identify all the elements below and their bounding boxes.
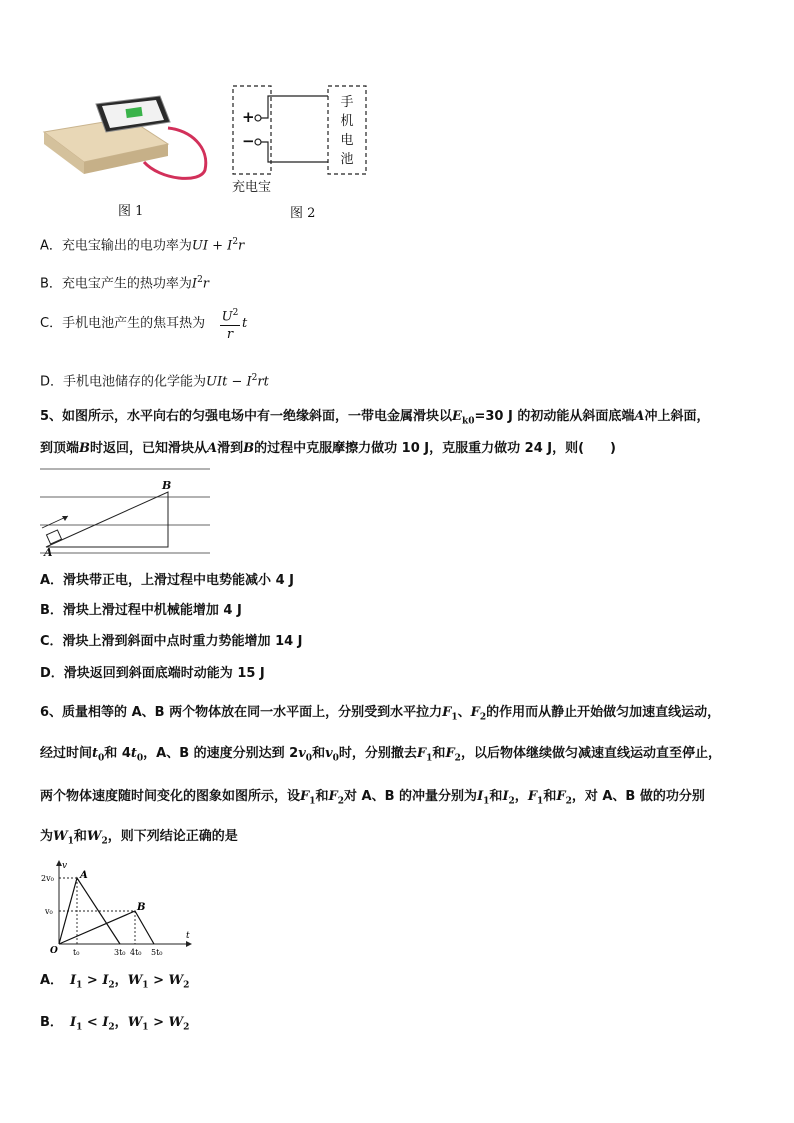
q4-option-d — [40, 368, 269, 392]
figure-2-caption: 图 2 — [290, 206, 316, 221]
q6-opt-sub: 2 — [108, 1022, 115, 1033]
q4-c-denominator: r — [226, 327, 234, 343]
graph-x-t0: t₀ — [73, 948, 80, 957]
q6-opt-sub: 1 — [142, 1022, 149, 1033]
q4-c-numerator — [220, 305, 240, 326]
q6-opt-w1: W — [127, 1015, 143, 1030]
q6-t0-sub: 0 — [98, 753, 105, 764]
q5-text: 5、如图所示，水平向右的匀强电场中有一绝缘斜面，一带电金属滑块以 — [40, 409, 453, 424]
q6-f1: F — [416, 746, 427, 761]
q6-opt-sub: 1 — [142, 980, 149, 991]
q4-c-t: t — [242, 316, 248, 331]
q5-point-a: A — [207, 441, 218, 456]
q5-text: 到顶端 — [40, 441, 80, 456]
q6-f2: F — [470, 705, 480, 720]
q6-opt-sub: 1 — [76, 1022, 83, 1033]
q5-text: =30 J 的初动能从斜面底端 — [474, 409, 635, 424]
q4-d-uit: UIt — [206, 374, 228, 390]
q6-f1-sub: 1 — [537, 796, 544, 807]
q6-f2-sub: 2 — [479, 712, 487, 723]
q6-text: 两个物体速度随时间变化的图象如图所示，设 — [40, 789, 301, 804]
q6-text: 经过时间 — [40, 746, 93, 761]
q6-f1: F — [527, 789, 538, 804]
q6-f2: F — [328, 789, 338, 804]
graph-t-axis-label: t — [186, 931, 190, 941]
q6-f2: F — [556, 789, 566, 804]
q6-text: 6、质量相等的 A、B 两个物体放在同一水平面上，分别受到水平拉力 — [40, 705, 443, 720]
q6-w2-sub: 2 — [101, 836, 108, 847]
q5-option-b: B．滑块上滑过程中机械能增加 4 J — [40, 603, 242, 618]
q6-w1-sub: 1 — [67, 836, 74, 847]
graph-y-2v0: 2v₀ — [41, 874, 54, 883]
q4-c-text: C．手机电池产生的焦耳热为 — [40, 316, 206, 331]
q5-point-b: B — [243, 441, 255, 456]
graph-origin-label: O — [50, 946, 58, 956]
q6-text: 和 — [315, 789, 329, 804]
q4-b-i: I — [191, 276, 198, 292]
phone-battery-char: 池 — [340, 152, 354, 167]
q4-a-text: A．充电宝输出的电功率为 — [40, 238, 192, 254]
q5-ek-sub: k0 — [461, 416, 475, 427]
q4-option-b — [40, 270, 209, 294]
graph-v-axis-label: v — [62, 861, 68, 871]
q6-f1-sub: 1 — [451, 712, 458, 723]
q4-d-rt: rt — [257, 374, 269, 390]
q6-option-label: B． — [40, 1015, 63, 1030]
q4-option-a — [40, 232, 244, 256]
q5-stem-line-1 — [40, 405, 760, 427]
q6-option-a — [40, 971, 189, 996]
powerbank-label: 充电宝 — [232, 180, 272, 195]
q6-opt-i1: I — [70, 1015, 77, 1030]
phone-battery-char: 手 — [340, 95, 354, 110]
q4-a-i: I — [227, 238, 233, 254]
q4-c-exp: 2 — [232, 308, 239, 318]
q6-text: 和 — [543, 789, 557, 804]
q4-b-exp: 2 — [197, 275, 203, 285]
q4-a-ui: UI — [191, 238, 208, 254]
q6-text: 和 — [432, 746, 446, 761]
q6-stem-line-1 — [40, 701, 760, 723]
q5-text: 时返回，已知滑块从 — [90, 441, 208, 456]
q6-i2: I — [502, 789, 509, 804]
q5-diagram-label-a: A — [44, 546, 53, 559]
q4-option-c — [40, 314, 205, 334]
q6-text: 对 A、B 的冲量分别为 — [344, 789, 478, 804]
q6-w1: W — [53, 829, 68, 844]
q6-text: 和 — [73, 829, 87, 844]
q5-text: 冲上斜面， — [644, 409, 710, 424]
q6-opt-w2: W — [168, 973, 184, 988]
q6-opt-sub: 2 — [183, 1022, 190, 1033]
q4-d-op: − — [227, 374, 247, 390]
figure-1-powerbank-photo — [40, 92, 215, 192]
q6-opt-sub: 1 — [76, 980, 83, 991]
q6-text: 时，分别撤去 — [338, 746, 417, 761]
q6-i1-sub: 1 — [483, 796, 490, 807]
q6-f2-sub: 2 — [454, 753, 461, 764]
q6-text: 、 — [457, 705, 471, 720]
q6-text: 为 — [40, 829, 54, 844]
q6-t0: t — [130, 746, 137, 761]
q4-a-op: + — [208, 238, 228, 254]
q6-opt-sub: 2 — [108, 980, 115, 991]
q6-f1: F — [300, 789, 310, 804]
q4-b-r: r — [202, 276, 210, 292]
q6-opt-rel: > — [148, 1015, 169, 1030]
q6-opt-comma: ， — [114, 973, 128, 988]
q6-text: ，A、B 的速度分别达到 2 — [143, 746, 299, 761]
phone-battery-char: 机 — [340, 114, 354, 129]
q6-text: 和 — [312, 746, 326, 761]
q6-opt-rel: > — [82, 973, 103, 988]
q6-text: ， — [514, 789, 528, 804]
q5-incline-diagram — [38, 466, 213, 558]
q6-stem-line-2 — [40, 742, 760, 764]
q4-d-text: D．手机电池储存的化学能为 — [40, 374, 207, 390]
q6-i2-sub: 2 — [508, 796, 515, 807]
q6-vt-graph — [30, 858, 200, 958]
figure-1-caption: 图 1 — [118, 204, 144, 219]
q5-diagram-label-b: B — [162, 479, 172, 492]
q6-text: 和 4 — [104, 746, 131, 761]
q5-text: 的过程中克服摩擦力做功 10 J，克服重力做功 24 J，则( ) — [254, 441, 616, 456]
q6-f2-sub: 2 — [565, 796, 572, 807]
q5-text: 滑到 — [217, 441, 244, 456]
q4-d-exp: 2 — [251, 373, 258, 383]
q4-a-r: r — [238, 238, 245, 254]
q6-t0: t — [92, 746, 99, 761]
q6-opt-rel: > — [148, 973, 169, 988]
q6-v0-sub: 0 — [305, 753, 313, 764]
q6-stem-line-3 — [40, 785, 760, 807]
q5-option-a: A．滑块带正电，上滑过程中电势能减小 4 J — [40, 573, 294, 588]
q6-text: ，对 A、B 做的功分别 — [571, 789, 705, 804]
q4-d-i: I — [246, 374, 252, 390]
q5-option-c: C．滑块上滑到斜面中点时重力势能增加 14 J — [40, 634, 303, 649]
q6-opt-i1: I — [70, 973, 77, 988]
q4-c-u: U — [221, 309, 233, 325]
q6-opt-rel: < — [82, 1015, 103, 1030]
q5-point-b: B — [79, 441, 91, 456]
q6-v0-sub: 0 — [332, 753, 339, 764]
q5-ek: E — [452, 409, 462, 424]
q6-opt-sub: 2 — [183, 980, 190, 991]
q6-f2: F — [445, 746, 455, 761]
q4-b-text: B．充电宝产生的热功率为 — [40, 276, 192, 292]
q6-option-label: A． — [40, 973, 64, 988]
q5-stem-line-2 — [40, 437, 760, 456]
q6-opt-w2: W — [168, 1015, 184, 1030]
q6-text: ，以后物体继续做匀减速直线运动直至停止， — [460, 746, 721, 761]
q6-stem-line-4 — [40, 825, 760, 847]
graph-x-5t0: 5t₀ — [151, 948, 163, 957]
q6-option-b — [40, 1013, 189, 1038]
graph-point-b: B — [137, 902, 146, 913]
plus-terminal-label: + — [242, 108, 255, 126]
q5-point-a: A — [634, 409, 645, 424]
q6-t0-sub: 0 — [136, 753, 144, 764]
q6-v0: v — [298, 746, 306, 761]
q4-c-fraction — [220, 305, 240, 344]
q6-opt-w1: W — [127, 973, 143, 988]
q6-opt-comma: ， — [114, 1015, 128, 1030]
q6-f1-sub: 1 — [426, 753, 433, 764]
phone-battery-label — [339, 93, 355, 169]
q4-a-exp: 2 — [232, 237, 239, 247]
q6-opt-i2: I — [102, 973, 109, 988]
graph-point-a: A — [80, 870, 88, 881]
q6-text: 的作用而从静止开始做匀加速直线运动， — [486, 705, 721, 720]
q6-f1-sub: 1 — [309, 796, 316, 807]
minus-terminal-label: − — [242, 132, 255, 150]
q6-f2-sub: 2 — [337, 796, 345, 807]
q5-option-d: D．滑块返回到斜面底端时动能为 15 J — [40, 666, 265, 681]
graph-x-3t0: 3t₀ — [114, 948, 126, 957]
phone-battery-char: 电 — [340, 133, 354, 148]
graph-x-4t0: 4t₀ — [130, 948, 142, 957]
graph-y-v0: v₀ — [45, 907, 53, 916]
q6-f1: F — [442, 705, 452, 720]
q6-i1: I — [477, 789, 484, 804]
q6-v0: v — [325, 746, 333, 761]
q6-w2: W — [86, 829, 102, 844]
q6-text: ，则下列结论正确的是 — [107, 829, 238, 844]
q6-text: 和 — [489, 789, 503, 804]
q6-opt-i2: I — [102, 1015, 109, 1030]
